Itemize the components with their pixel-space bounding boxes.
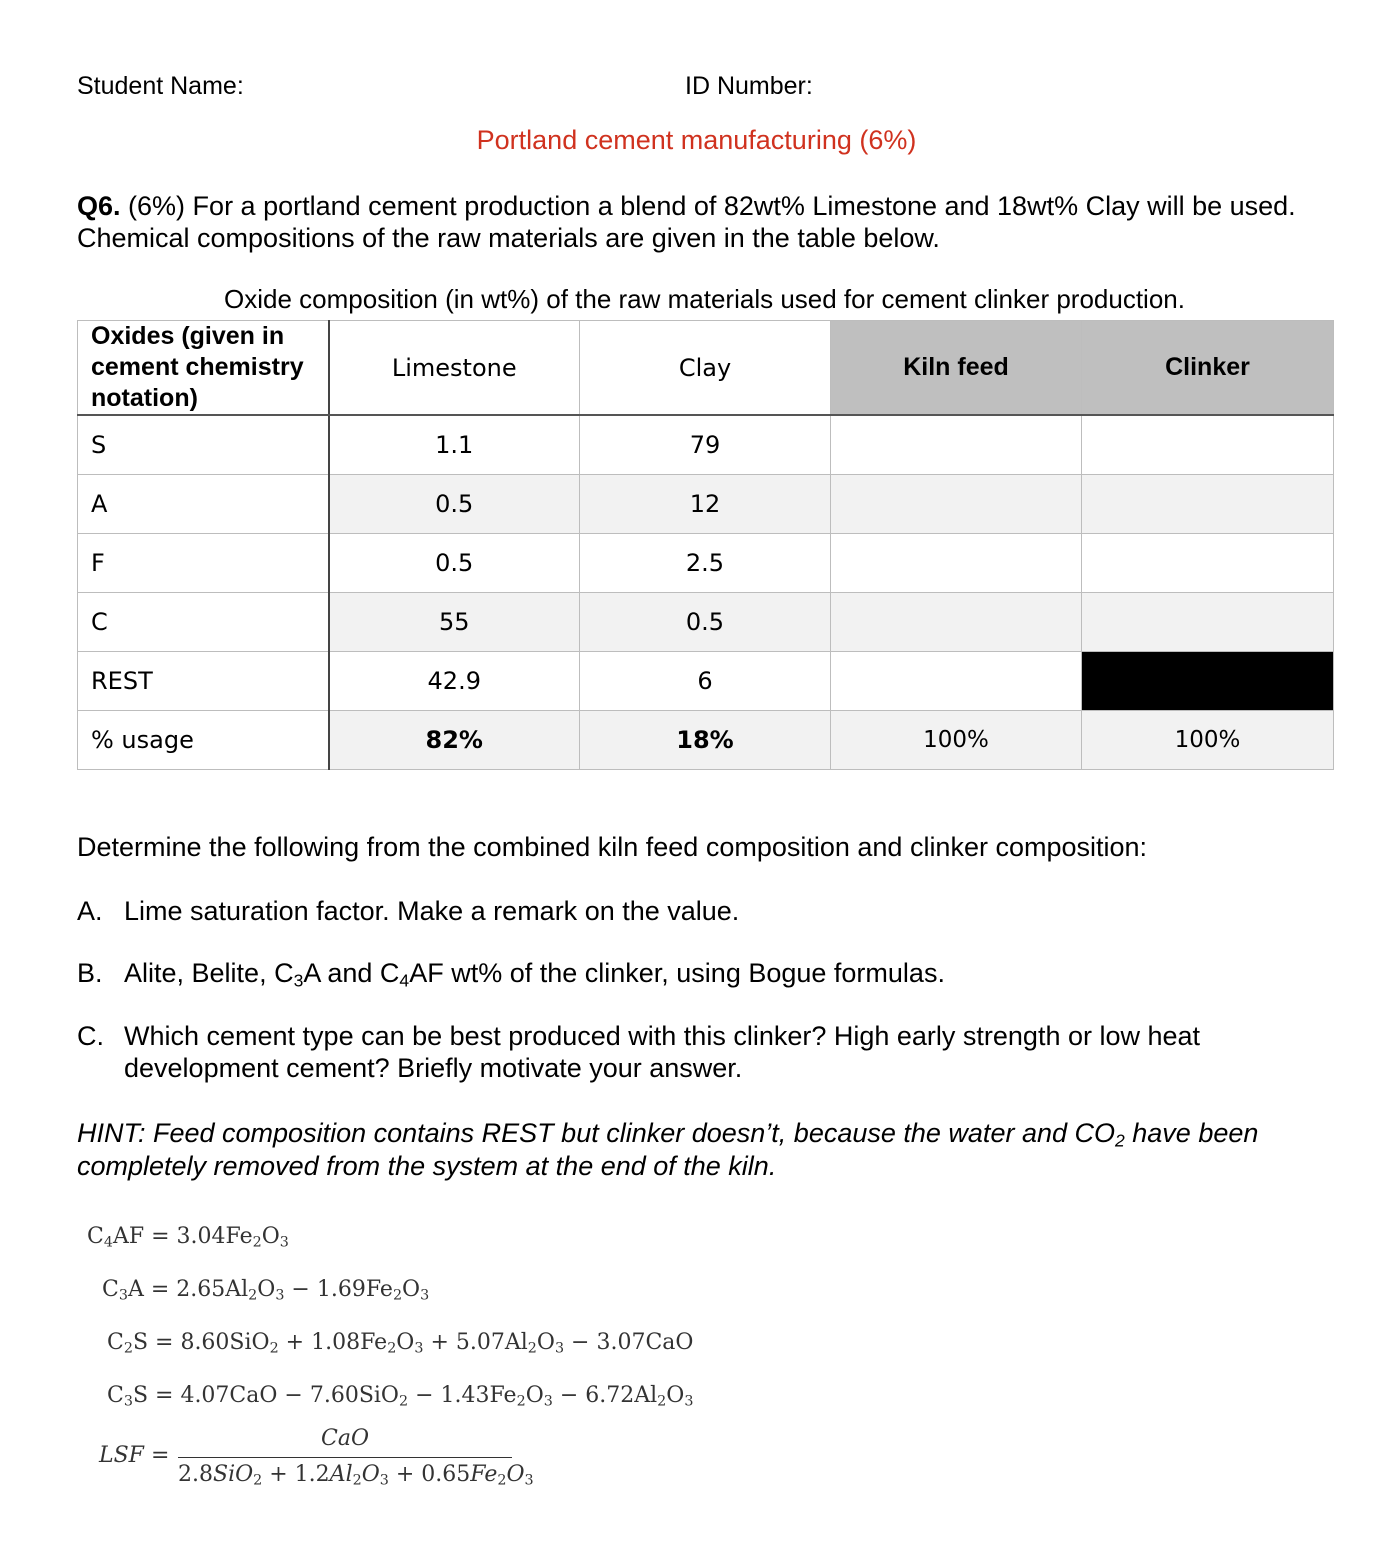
- row-clinker-input[interactable]: [1082, 593, 1334, 652]
- row-kiln-feed-input[interactable]: [831, 475, 1082, 534]
- table-row: [78, 711, 1334, 770]
- header-oxides-line2: cement chemistry: [91, 353, 304, 381]
- formula-c3a: $C_3A = 2.65Al_2O_3 - 1.69Fe_2O_3$: [102, 1277, 430, 1304]
- item-text: Lime saturation factor. Make a remark on the value.: [124, 896, 740, 926]
- row-limestone: 1.1: [329, 415, 580, 475]
- row-limestone: 42.9: [329, 652, 580, 711]
- row-limestone: 82%: [329, 711, 580, 770]
- question-number: Q6.: [77, 191, 121, 221]
- header-oxides-line3: notation): [91, 384, 198, 412]
- row-oxide: REST: [78, 652, 329, 711]
- row-oxide: S: [78, 415, 329, 475]
- formula-lsf-label: LSF =: [99, 1443, 170, 1468]
- formula-c3s: $C_3S = 4.07CaO - 7.60SiO_2 - 1.43Fe_2O_3 - 6.72Al_2O_3$: [107, 1383, 694, 1410]
- row-clay: 2.5: [580, 534, 831, 593]
- row-kiln-feed-input[interactable]: [831, 593, 1082, 652]
- row-kiln-feed-input[interactable]: [831, 415, 1082, 475]
- item-letter: C.: [77, 1021, 104, 1051]
- header-limestone: Limestone: [329, 321, 580, 416]
- formula-c2s: $C_2S = 8.60SiO_2 + 1.08Fe_2O_3 + 5.07Al_2O_3 - 3.07CaO$: [107, 1330, 694, 1357]
- table-row: [78, 475, 1334, 534]
- blacked-out-cell: [1082, 652, 1334, 711]
- row-clay: 12: [580, 475, 831, 534]
- header-clinker: Clinker: [1082, 321, 1334, 416]
- question-body: (6%) For a portland cement production a blend of 82wt% Limestone and 18wt% Clay will be used. Chemical compositions of the raw materials are given in the table below.: [77, 191, 1296, 253]
- item-letter: A.: [77, 896, 103, 926]
- formula-lsf-fraction: [178, 1426, 534, 1489]
- row-oxide: C: [78, 593, 329, 652]
- list-item: [77, 957, 1317, 989]
- item-text: Which cement type can be best produced with this clinker? High early strength or low heat development cement? Briefly motivate your answer.: [124, 1021, 1201, 1083]
- row-limestone: 0.5: [329, 534, 580, 593]
- lsf-numerator: CaO: [321, 1426, 369, 1451]
- question-text: [77, 190, 1327, 254]
- row-clinker-input[interactable]: [1082, 475, 1334, 534]
- row-clinker: 100%: [1082, 711, 1334, 770]
- row-clinker-input[interactable]: [1082, 415, 1334, 475]
- row-oxide: % usage: [78, 711, 329, 770]
- row-clay: 18%: [580, 711, 831, 770]
- header-kiln-feed: Kiln feed: [831, 321, 1082, 416]
- formula-c4af: $C_4AF = 3.04Fe_2O_3$: [87, 1224, 289, 1251]
- row-clay: 79: [580, 415, 831, 475]
- row-kiln-feed: 100%: [831, 711, 1082, 770]
- row-clay: 6: [580, 652, 831, 711]
- row-clinker-input[interactable]: [1082, 534, 1334, 593]
- table-row: [78, 652, 1334, 711]
- list-item: [77, 1020, 1317, 1084]
- row-oxide: A: [78, 475, 329, 534]
- table-header-row: [78, 321, 1334, 416]
- id-number-label: ID Number:: [685, 72, 813, 100]
- list-item: [77, 895, 1317, 927]
- hint-text: HINT: Feed composition contains REST but clinker doesn’t, because the water and $CO_2$ have been completely removed from the system at the end of the kiln.: [77, 1118, 1259, 1181]
- oxide-composition-table: [77, 320, 1334, 770]
- item-letter: B.: [77, 958, 103, 988]
- header-clay: Clay: [580, 321, 831, 416]
- item-text: Alite, Belite, $C_3A$ and $C_4AF$ wt% of the clinker, using Bogue formulas.: [124, 958, 945, 991]
- table-row: [78, 534, 1334, 593]
- header-oxides-line1: Oxides (given in: [91, 322, 285, 350]
- student-name-label: Student Name:: [77, 72, 244, 100]
- page-title: Portland cement manufacturing (6%): [476, 125, 917, 155]
- row-kiln-feed-input[interactable]: [831, 534, 1082, 593]
- row-clay: 0.5: [580, 593, 831, 652]
- determine-intro: Determine the following from the combined kiln feed composition and clinker composition:: [77, 832, 1148, 862]
- table-row: [78, 593, 1334, 652]
- row-oxide: F: [78, 534, 329, 593]
- table-row: [78, 415, 1334, 475]
- lsf-denominator: $2.8SiO_2 + 1.2Al_2O_3 + 0.65Fe_2O_3$: [178, 1462, 534, 1489]
- header-oxides: [78, 321, 329, 416]
- row-kiln-feed-input[interactable]: [831, 652, 1082, 711]
- table-caption: Oxide composition (in wt%) of the raw materials used for cement clinker production.: [224, 284, 1185, 314]
- row-limestone: 0.5: [329, 475, 580, 534]
- row-limestone: 55: [329, 593, 580, 652]
